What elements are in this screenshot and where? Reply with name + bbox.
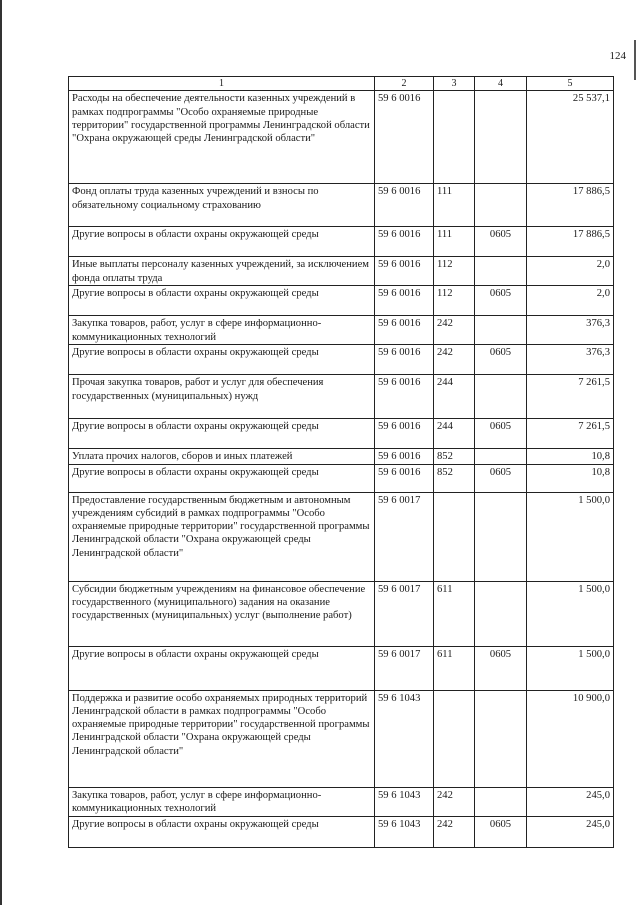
row-amount: 245,0 [527,816,614,847]
table-row [69,345,614,375]
row-section [475,787,527,816]
row-amount: 376,3 [527,345,614,375]
table-row [69,787,614,816]
row-name: Другие вопросы в области охраны окружающей среды [69,345,375,375]
row-amount: 7 261,5 [527,375,614,419]
row-section [475,91,527,184]
table-row [69,816,614,847]
row-code: 59 6 0017 [375,492,434,581]
row-section: 0605 [475,227,527,257]
row-code: 59 6 0016 [375,91,434,184]
row-amount: 10 900,0 [527,690,614,787]
row-name: Другие вопросы в области охраны окружающей среды [69,286,375,316]
row-amount: 7 261,5 [527,419,614,449]
row-name: Фонд оплаты труда казенных учреждений и взносы по обязательному социальному страхованию [69,184,375,227]
header-col-4: 4 [475,77,527,91]
table-row [69,91,614,184]
row-name: Другие вопросы в области охраны окружающей среды [69,464,375,492]
row-section [475,257,527,286]
table-row [69,375,614,419]
row-expense-type: 112 [434,257,475,286]
table-row [69,646,614,690]
row-name: Другие вопросы в области охраны окружающей среды [69,816,375,847]
page-number: 124 [609,50,626,62]
row-amount: 17 886,5 [527,184,614,227]
row-expense-type [434,91,475,184]
row-amount: 1 500,0 [527,492,614,581]
row-expense-type: 242 [434,345,475,375]
header-col-3: 3 [434,77,475,91]
row-name: Субсидии бюджетным учреждениям на финансовое обеспечение государственного (муниципального) задания на оказание государственных (муниципальных) услуг (выполнение работ) [69,581,375,646]
scan-right-edge [634,40,636,80]
table-row [69,419,614,449]
row-code: 59 6 0017 [375,646,434,690]
row-amount: 2,0 [527,257,614,286]
row-expense-type: 852 [434,464,475,492]
row-code: 59 6 0016 [375,257,434,286]
row-code: 59 6 0016 [375,449,434,464]
row-amount: 25 537,1 [527,91,614,184]
row-expense-type [434,690,475,787]
row-name: Иные выплаты персоналу казенных учреждений, за исключением фонда оплаты труда [69,257,375,286]
row-expense-type: 242 [434,316,475,345]
row-expense-type: 611 [434,581,475,646]
table-row [69,316,614,345]
row-code: 59 6 0016 [375,286,434,316]
table-row [69,227,614,257]
row-section [475,492,527,581]
row-amount: 10,8 [527,449,614,464]
row-code: 59 6 0016 [375,464,434,492]
row-code: 59 6 0016 [375,316,434,345]
row-code: 59 6 0016 [375,345,434,375]
header-col-5: 5 [527,77,614,91]
table-row [69,449,614,464]
table-row [69,690,614,787]
row-expense-type: 111 [434,184,475,227]
row-section [475,690,527,787]
table-row [69,184,614,227]
row-name: Другие вопросы в области охраны окружающей среды [69,419,375,449]
table-row [69,286,614,316]
row-section: 0605 [475,816,527,847]
row-amount: 1 500,0 [527,646,614,690]
row-section: 0605 [475,464,527,492]
row-amount: 10,8 [527,464,614,492]
row-expense-type: 112 [434,286,475,316]
row-code: 59 6 0016 [375,227,434,257]
row-name: Закупка товаров, работ, услуг в сфере информационно-коммуникационных технологий [69,787,375,816]
row-expense-type: 111 [434,227,475,257]
row-expense-type: 242 [434,816,475,847]
row-section: 0605 [475,286,527,316]
row-expense-type: 244 [434,375,475,419]
row-expense-type: 852 [434,449,475,464]
row-code: 59 6 0017 [375,581,434,646]
row-section [475,316,527,345]
row-name: Прочая закупка товаров, работ и услуг для обеспечения государственных (муниципальных) нужд [69,375,375,419]
row-code: 59 6 1043 [375,787,434,816]
table-body [69,91,614,847]
row-name: Другие вопросы в области охраны окружающей среды [69,227,375,257]
row-expense-type: 611 [434,646,475,690]
table-row [69,581,614,646]
row-amount: 245,0 [527,787,614,816]
row-code: 59 6 1043 [375,816,434,847]
row-name: Предоставление государственным бюджетным и автономным учреждениям субсидий в рамках подпрограммы "Особо охраняемые природные территории" государственной программы Ленинградской области "Охрана окружающей среды Ленинградской области" [69,492,375,581]
scan-left-edge [0,0,2,905]
row-name: Расходы на обеспечение деятельности казенных учреждений в рамках подпрограммы "Особо охраняемые природные территории" государственной программы Ленинградской области "Охрана окружающей среды Ленинградской области" [69,91,375,184]
header-col-2: 2 [375,77,434,91]
row-expense-type [434,492,475,581]
row-section [475,375,527,419]
row-expense-type: 244 [434,419,475,449]
row-amount: 376,3 [527,316,614,345]
table-row [69,464,614,492]
table-header [69,77,614,91]
row-section: 0605 [475,646,527,690]
row-amount: 17 886,5 [527,227,614,257]
row-section: 0605 [475,419,527,449]
table-row [69,492,614,581]
row-amount: 1 500,0 [527,581,614,646]
row-name: Уплата прочих налогов, сборов и иных платежей [69,449,375,464]
row-code: 59 6 0016 [375,375,434,419]
row-code: 59 6 0016 [375,184,434,227]
row-name: Поддержка и развитие особо охраняемых природных территорий Ленинградской области в рамках подпрограммы "Особо охраняемые природные территории" государственной программы Ленинградской области "Охрана окружающей среды Ленинградской области" [69,690,375,787]
row-code: 59 6 0016 [375,419,434,449]
header-col-1: 1 [69,77,375,91]
row-section [475,184,527,227]
row-code: 59 6 1043 [375,690,434,787]
row-expense-type: 242 [434,787,475,816]
row-name: Закупка товаров, работ, услуг в сфере информационно-коммуникационных технологий [69,316,375,345]
budget-table [68,76,614,848]
row-section [475,449,527,464]
row-section [475,581,527,646]
row-section: 0605 [475,345,527,375]
header-row [69,77,614,91]
row-name: Другие вопросы в области охраны окружающей среды [69,646,375,690]
row-amount: 2,0 [527,286,614,316]
table-row [69,257,614,286]
